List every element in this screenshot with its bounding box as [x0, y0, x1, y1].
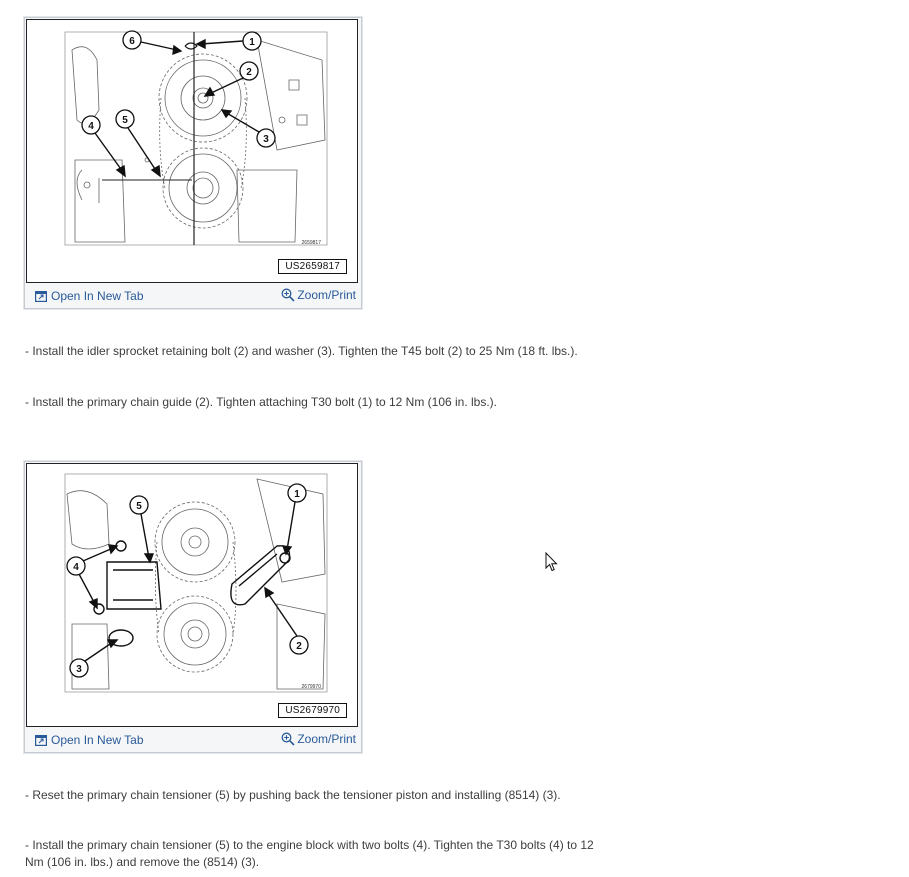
svg-text:4: 4 [73, 562, 79, 573]
svg-text:2: 2 [296, 641, 302, 652]
svg-text:1: 1 [294, 489, 300, 500]
timing-chain-illustration-2[interactable] [26, 463, 358, 727]
image-id-label: US2659817 [278, 259, 347, 274]
open-in-new-tab-icon [35, 291, 47, 302]
instruction-step: - Install the primary chain tensioner (5) to the engine block with two bolts (4). Tighten the T30 bolts (4) to 12 Nm (106 in. lbs.) and remove the (8514) (3). [25, 838, 594, 869]
instruction-step: - Reset the primary chain tensioner (5) by pushing back the tensioner piston and installing (8514) (3). [25, 788, 561, 802]
open-in-new-tab-link[interactable] [35, 289, 144, 303]
zoom-print-link[interactable] [281, 732, 356, 746]
mouse-pointer-icon [545, 552, 559, 572]
illustration-code: 2659817 [301, 240, 321, 246]
open-in-new-tab-link[interactable] [35, 733, 144, 747]
instruction-step: - Install the primary chain guide (2). Tighten attaching T30 bolt (1) to 12 Nm (106 in. lbs.). [25, 395, 498, 409]
instruction-step: - Install the idler sprocket retaining bolt (2) and washer (3). Tighten the T45 bolt (2) to 25 Nm (18 ft. lbs.). [25, 344, 578, 358]
zoom-print-label: Zoom/Print [297, 732, 356, 746]
zoom-in-icon [281, 288, 295, 302]
svg-text:4: 4 [88, 121, 94, 132]
illustration-code: 2679970 [301, 684, 321, 690]
svg-text:6: 6 [129, 36, 135, 47]
svg-text:5: 5 [136, 501, 142, 512]
svg-text:2: 2 [246, 67, 252, 78]
image-id-label: US2679970 [278, 703, 347, 718]
svg-text:1: 1 [249, 37, 255, 48]
figure-toolbar [25, 284, 361, 308]
figure-toolbar [25, 728, 361, 752]
open-in-new-tab-label: Open In New Tab [51, 733, 144, 747]
figure-us2659817 [24, 17, 362, 309]
open-in-new-tab-icon [35, 735, 47, 746]
svg-text:5: 5 [122, 115, 128, 126]
open-in-new-tab-label: Open In New Tab [51, 289, 144, 303]
svg-text:3: 3 [76, 664, 82, 675]
timing-chain-illustration-1[interactable] [26, 19, 358, 283]
figure-us2679970 [24, 461, 362, 753]
zoom-print-label: Zoom/Print [297, 288, 356, 302]
zoom-print-link[interactable] [281, 288, 356, 302]
zoom-in-icon [281, 732, 295, 746]
svg-text:3: 3 [263, 134, 269, 145]
